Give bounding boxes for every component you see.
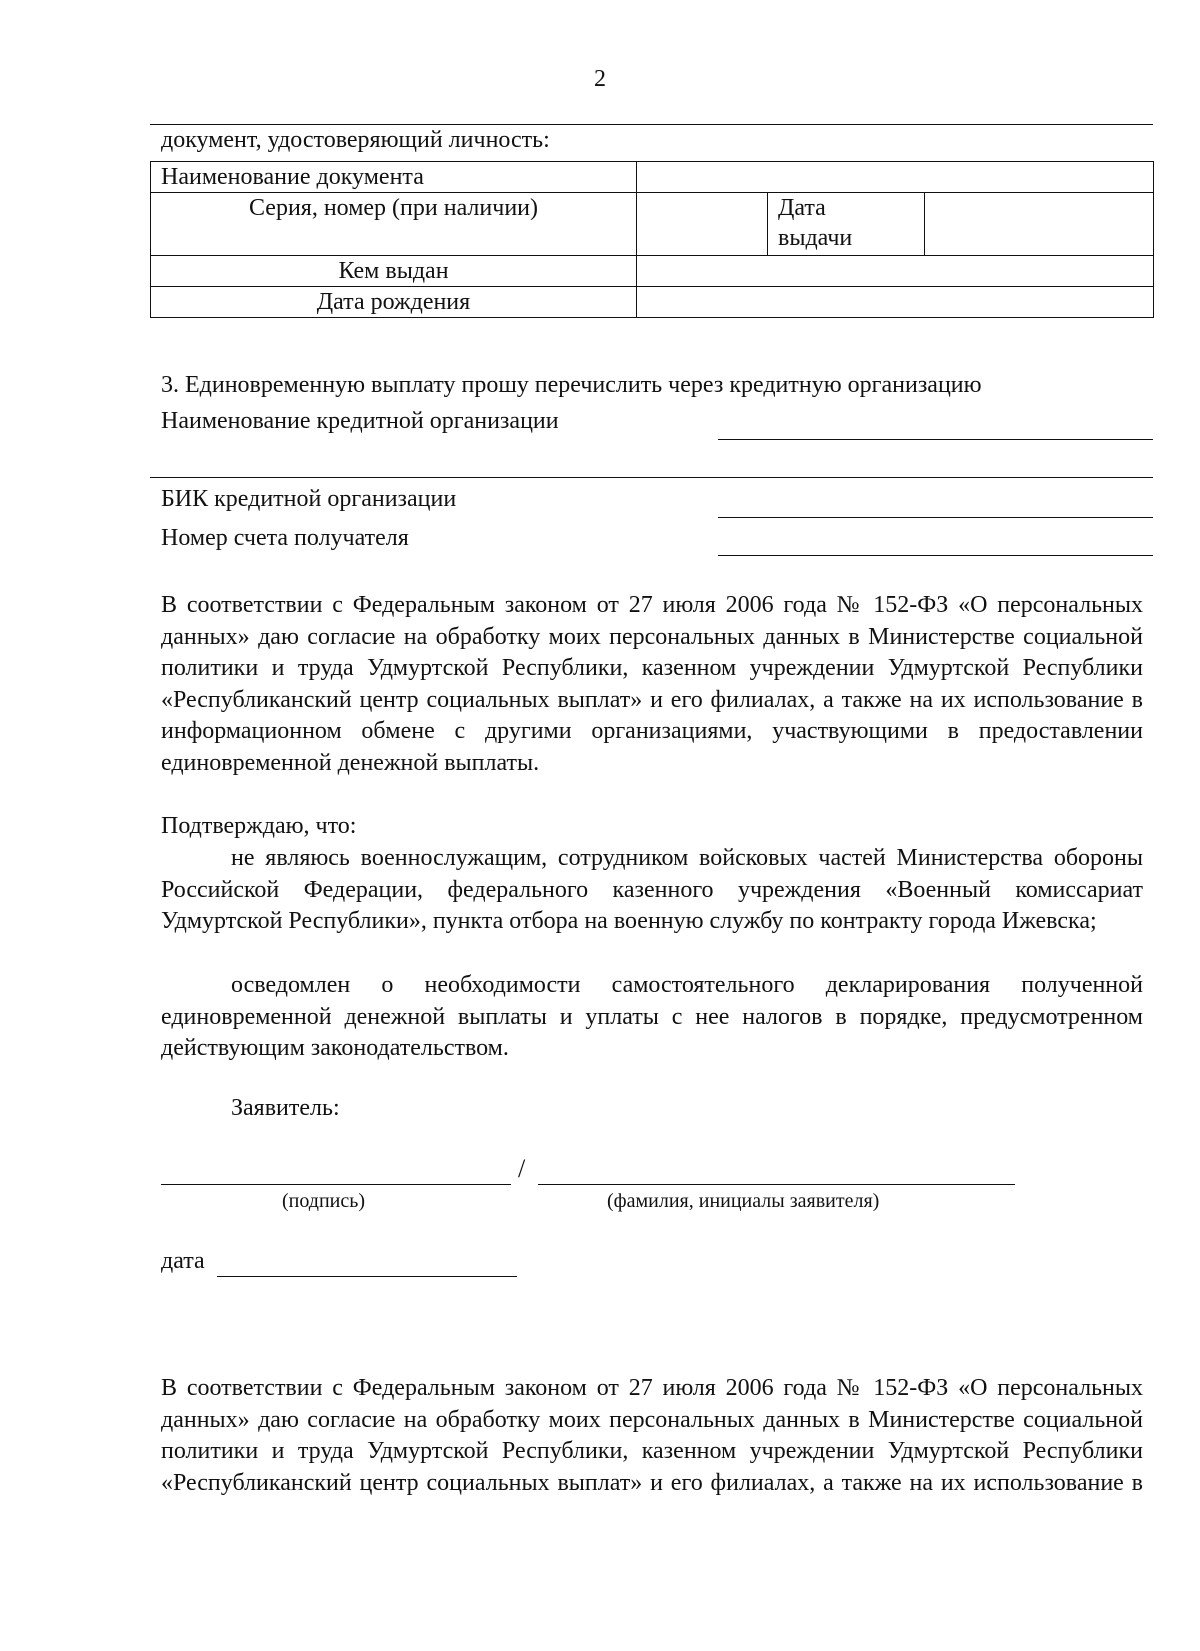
signature-caption: (подпись) [282, 1190, 366, 1212]
top-rule [150, 124, 1153, 125]
issue-date-label-line1: Дата [778, 195, 826, 221]
issue-date-label [768, 193, 925, 256]
doc-name-label: Наименование документа [151, 162, 637, 193]
name-caption: (фамилия, инициалы заявителя) [607, 1190, 880, 1212]
issued-by-field[interactable] [637, 256, 1154, 287]
bank-intro: 3. Единовременную выплату прошу перечислить через кредитную организацию [161, 372, 982, 398]
table-row [151, 256, 1154, 287]
series-field[interactable] [637, 193, 768, 256]
applicant-name-line[interactable] [538, 1184, 1015, 1185]
confirm-item-2: осведомлен о необходимости самостоятельного декларирования полученной единовременной денежной выплаты и уплаты с нее налогов в порядке, предусмотренном действующим законодательством. [161, 972, 1143, 1061]
table-row [151, 287, 1154, 318]
confirm-item-1: не являюсь военнослужащим, сотрудником войсковых частей Министерства обороны Российской Федерации, федерального казенного учреждения «Военный комиссариат Удмуртской Республики», пункта отбора на военную службу по контракту города Ижевска; [161, 845, 1143, 934]
issue-date-label-line2: выдачи [778, 225, 853, 251]
bik-field[interactable] [718, 517, 1153, 518]
series-label: Серия, номер (при наличии) [151, 193, 637, 256]
doc-name-field[interactable] [637, 162, 1154, 193]
issue-date-field[interactable] [925, 193, 1154, 256]
identity-document-table [150, 161, 1154, 318]
birth-date-field[interactable] [637, 287, 1154, 318]
account-field[interactable] [718, 555, 1153, 556]
signature-line[interactable] [161, 1184, 511, 1185]
signature-separator: / [518, 1154, 526, 1183]
bank-name-label: Наименование кредитной организации [161, 408, 559, 434]
page-number: 2 [594, 66, 606, 92]
consent-paragraph-repeat: В соответствии с Федеральным законом от 27 июля 2006 года № 152-ФЗ «О персональных данных» даю согласие на обработку моих персональных данных в Министерстве социальной политики и труда Удмуртской Республики, казенном учреждении Удмуртской Республики «Республиканский центр социальных выплат» и его филиалах, а также на их использование в [161, 1375, 1143, 1496]
bik-label: БИК кредитной организации [161, 486, 457, 512]
applicant-label: Заявитель: [231, 1095, 340, 1121]
date-field[interactable] [217, 1276, 517, 1277]
consent-paragraph: В соответствии с Федеральным законом от 27 июля 2006 года № 152-ФЗ «О персональных данных» даю согласие на обработку моих персональных данных в Министерстве социальной политики и труда Удмуртской Республики, казенном учреждении Удмуртской Республики «Республиканский центр социальных выплат» и его филиалах, а также на их использование в информационном обмене с другими организациями, участвующими в предоставлении единовременной денежной выплаты. [161, 592, 1143, 776]
bank-name-field[interactable] [718, 439, 1153, 440]
table-row [151, 193, 1154, 256]
issued-by-label: Кем выдан [151, 256, 637, 287]
account-label: Номер счета получателя [161, 525, 409, 551]
identity-heading: документ, удостоверяющий личность: [161, 127, 550, 153]
birth-date-label: Дата рождения [151, 287, 637, 318]
date-label: дата [161, 1248, 205, 1274]
table-row [151, 162, 1154, 193]
bank-name-field-continuation[interactable] [150, 477, 1153, 478]
confirm-heading: Подтверждаю, что: [161, 813, 357, 839]
